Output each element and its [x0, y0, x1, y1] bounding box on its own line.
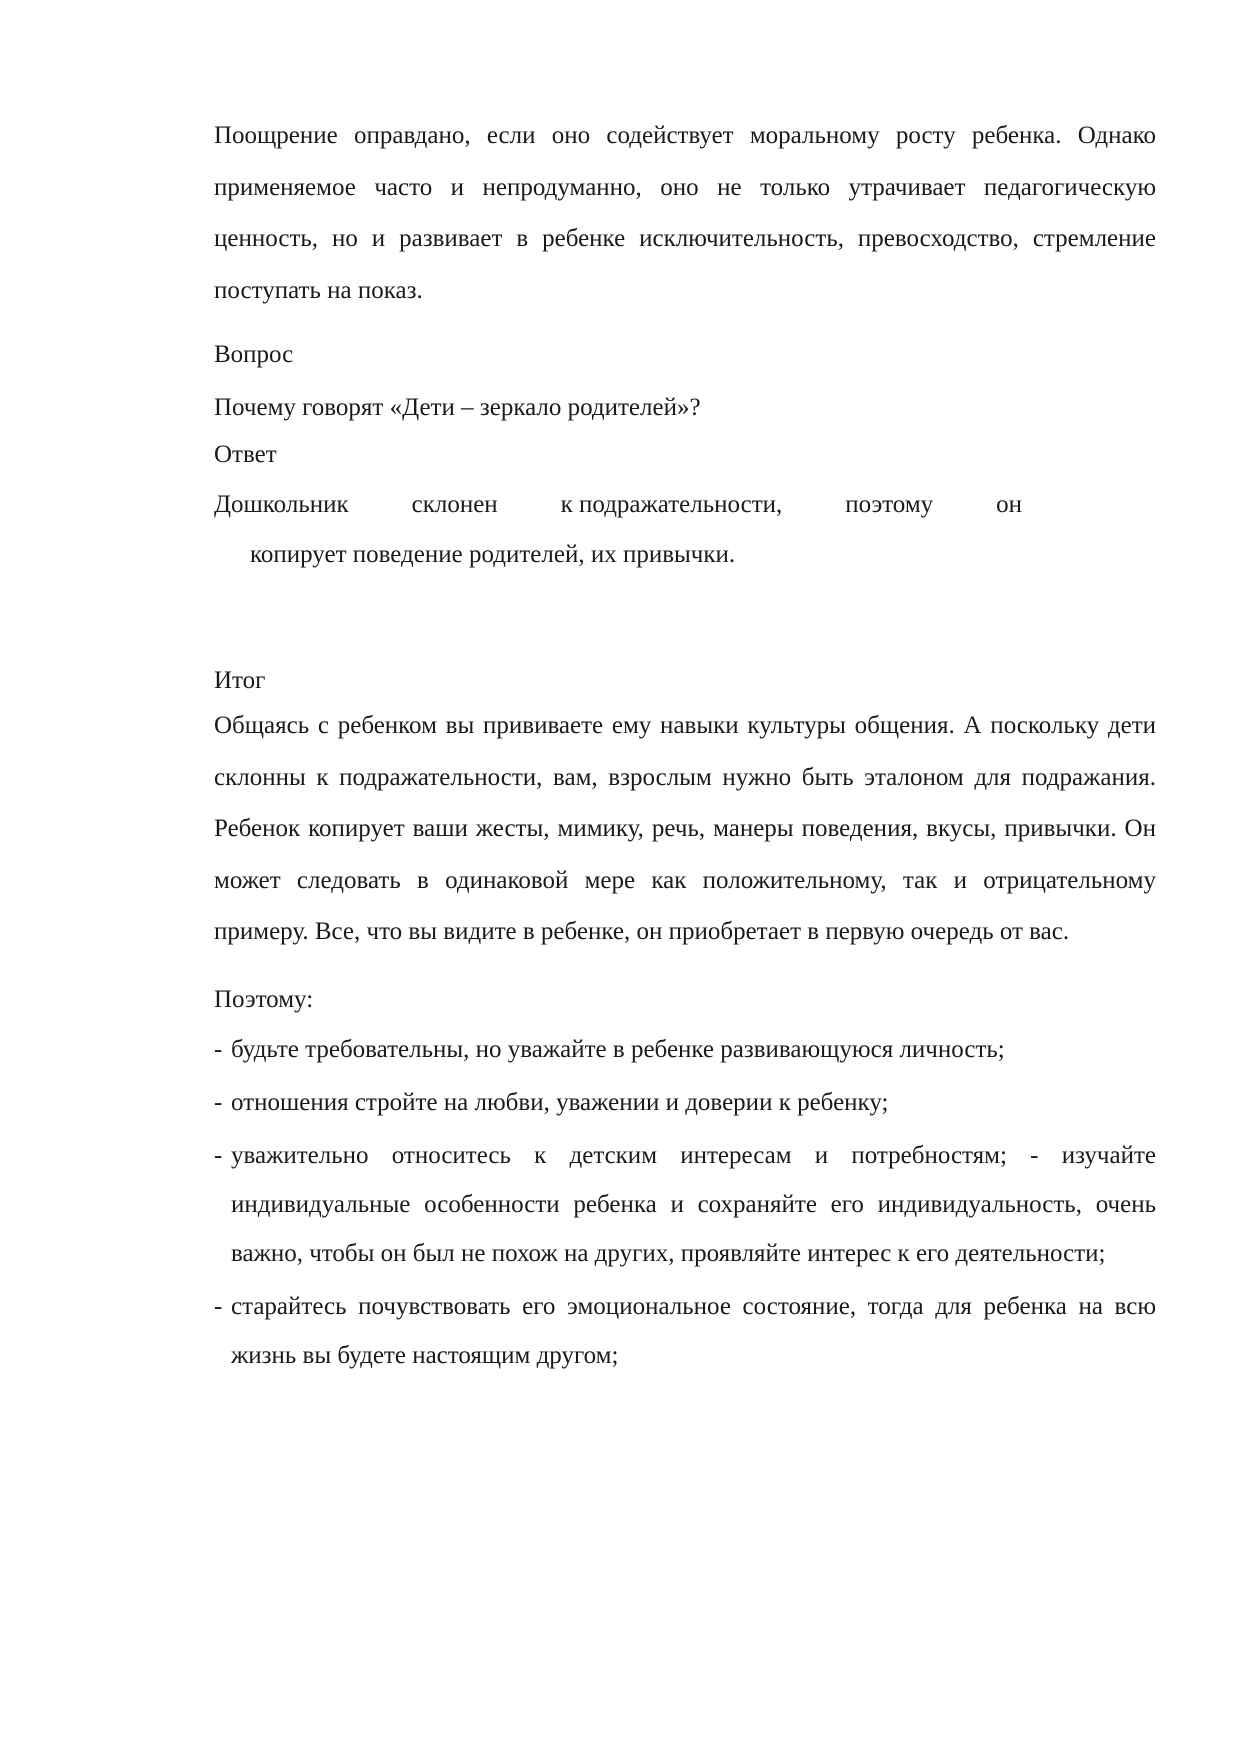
intro-paragraph: Поощрение оправдано, если оно содействует моральному росту ребенка. Однако применяемое часто и непродуманно, оно не только утрачивает педагогическую ценность, но и развивает в ребенке исключительность, превосходство, стремление поступать на показ. [214, 122, 1156, 304]
list-item [214, 1131, 1156, 1278]
question-text: Почему говорят «Дети – зеркало родителей»? [214, 394, 701, 421]
list-dash: - [214, 1142, 223, 1169]
list-item-text: будьте требовательны, но уважайте в ребенке развивающуюся личность; [231, 1036, 1005, 1063]
answer-word: Дошкольник [214, 491, 349, 518]
answer-heading: Ответ [214, 441, 277, 468]
answer-line-2: копирует поведение родителей, их привычки. [250, 541, 736, 568]
summary-paragraph: Общаясь с ребенком вы прививаете ему навыки культуры общения. А поскольку дети склонны к подражательности, вам, взрослым нужно быть эталоном для подражания. Ребенок копирует ваши жесты, мимику, речь, манеры поведения, вкусы, привычки. Он может следовать в одинаковой мере как положительному, так и отрицательному примеру. Все, что вы видите в ребенке, он приобретает в первую очередь от вас. [214, 712, 1156, 945]
answer-word: к подражательности, [560, 491, 783, 518]
list-item-text: отношения стройте на любви, уважении и доверии к ребенку; [231, 1089, 889, 1116]
recommendations-list [214, 1025, 1156, 1384]
answer-word: склонен [411, 491, 498, 518]
answer-word: он [996, 491, 1022, 518]
list-item-text: уважительно относитесь к детским интересам и потребностям; - изучайте индивидуальные особенности ребенка и сохраняйте его индивидуальность, очень важно, чтобы он был не похож на других, проявляйте интерес к его деятельности; [231, 1142, 1156, 1267]
list-dash: - [214, 1293, 223, 1320]
question-heading: Вопрос [214, 341, 294, 368]
list-item [214, 1025, 1156, 1074]
list-dash: - [214, 1036, 223, 1063]
list-item [214, 1078, 1156, 1127]
list-dash: - [214, 1089, 223, 1116]
list-item-text: старайтесь почувствовать его эмоциональное состояние, тогда для ребенка на всю жизнь вы будете настоящим другом; [231, 1293, 1156, 1369]
therefore-label: Поэтому: [214, 986, 314, 1013]
summary-heading: Итог [214, 667, 266, 694]
answer-line-1 [214, 490, 1022, 520]
answer-word: поэтому [845, 491, 934, 518]
list-item [214, 1282, 1156, 1380]
